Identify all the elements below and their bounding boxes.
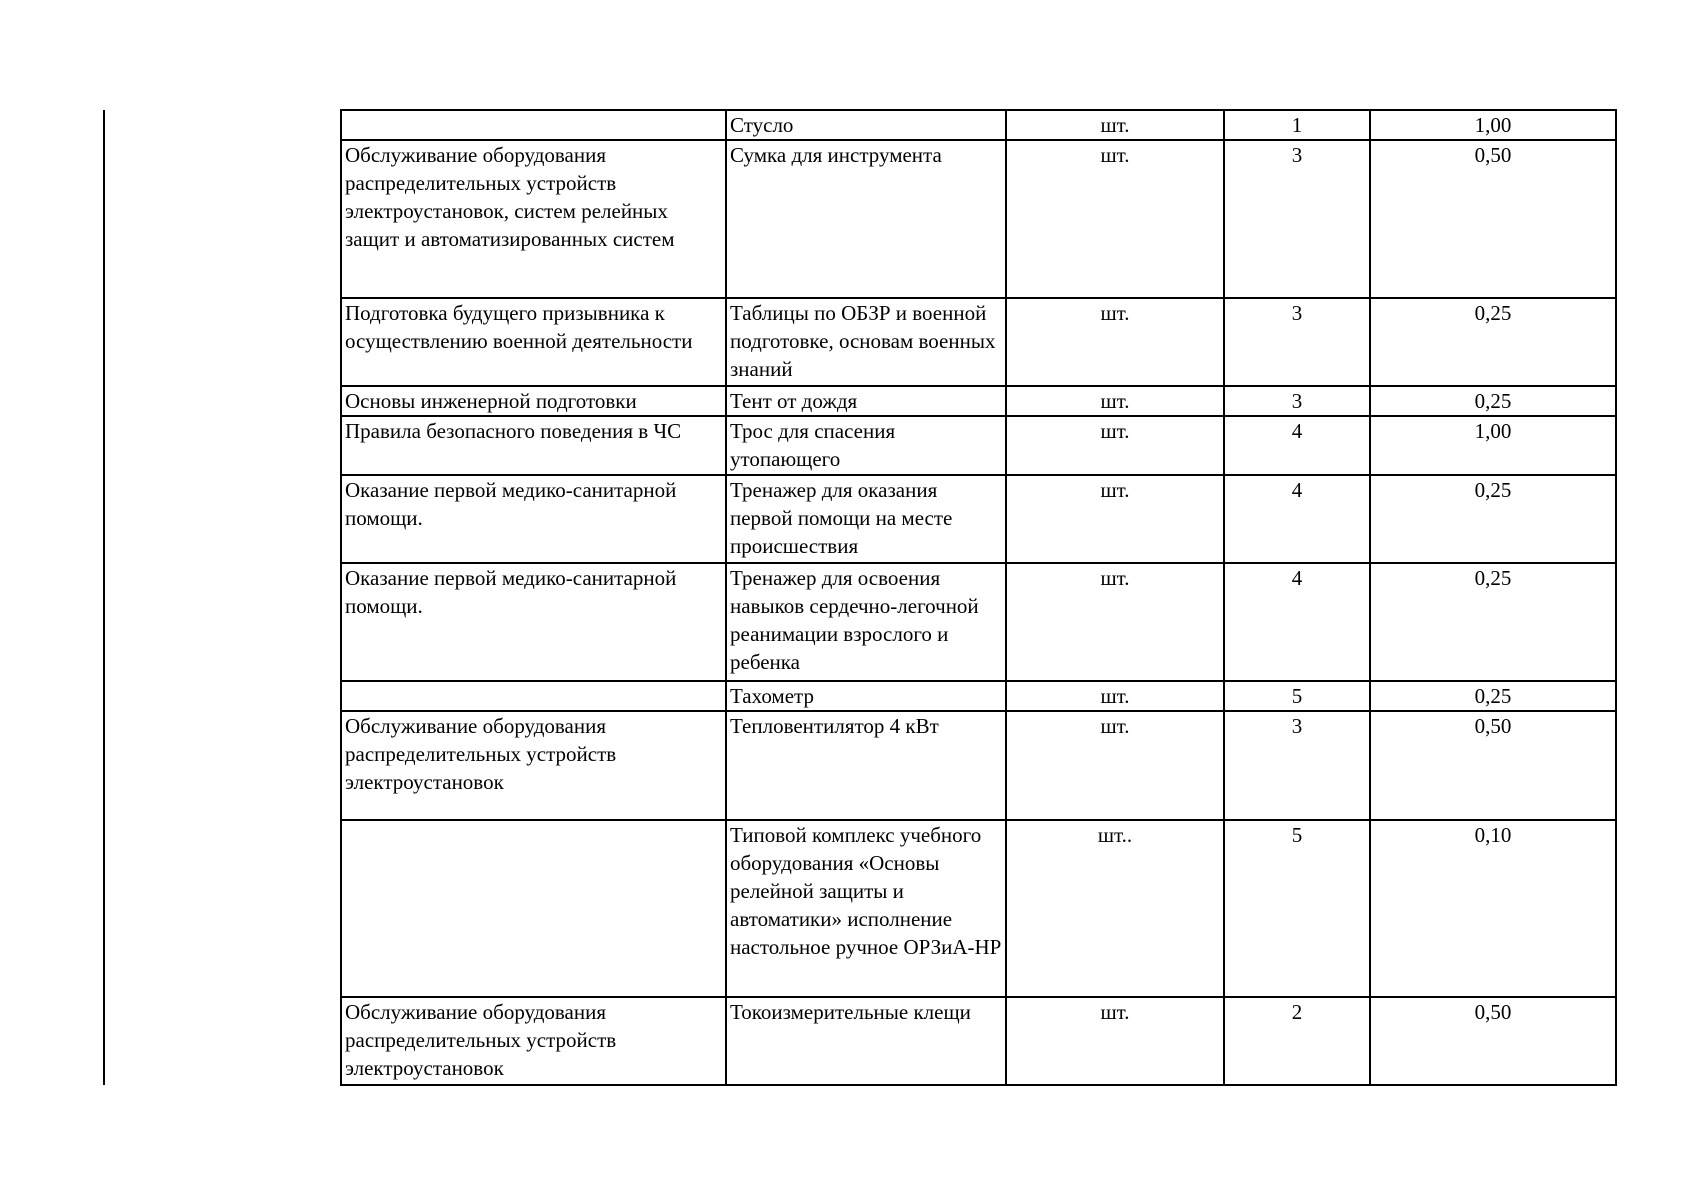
norm-cell: 0,50: [1370, 711, 1616, 820]
norm-cell: 0,25: [1370, 681, 1616, 711]
norm-cell: 0,25: [1370, 475, 1616, 563]
table-row: [341, 110, 1616, 140]
qty-cell: 5: [1224, 681, 1370, 711]
item-cell: Тренажер для освоения навыков сердечно-легочной реанимации взрослого и ребенка: [726, 563, 1006, 681]
table-row: [341, 140, 1616, 298]
unit-cell: шт.: [1006, 110, 1224, 140]
qty-cell: 3: [1224, 386, 1370, 416]
area-cell: [341, 820, 726, 997]
norm-cell: 1,00: [1370, 110, 1616, 140]
qty-cell: 3: [1224, 711, 1370, 820]
table-row: [341, 475, 1616, 563]
table-row: [341, 997, 1616, 1085]
table-row: [341, 820, 1616, 997]
item-cell: Тент от дождя: [726, 386, 1006, 416]
table-row: [341, 416, 1616, 475]
area-cell: [341, 110, 726, 140]
area-cell: Обслуживание оборудования распределительных устройств электроустановок, систем релейных защит и автоматизированных систем: [341, 140, 726, 298]
item-cell: Сумка для инструмента: [726, 140, 1006, 298]
norm-cell: 0,25: [1370, 298, 1616, 386]
area-cell: Обслуживание оборудования распределительных устройств электроустановок: [341, 997, 726, 1085]
qty-cell: 4: [1224, 416, 1370, 475]
qty-cell: 4: [1224, 563, 1370, 681]
area-cell: Оказание первой медико-санитарной помощи.: [341, 475, 726, 563]
unit-cell: шт.: [1006, 711, 1224, 820]
norm-cell: 0,25: [1370, 386, 1616, 416]
margin-line: [103, 110, 105, 1085]
area-cell: Обслуживание оборудования распределительных устройств электроустановок: [341, 711, 726, 820]
norm-cell: 0,10: [1370, 820, 1616, 997]
item-cell: Токоизмерительные клещи: [726, 997, 1006, 1085]
table-row: [341, 563, 1616, 681]
qty-cell: 2: [1224, 997, 1370, 1085]
unit-cell: шт..: [1006, 820, 1224, 997]
qty-cell: 1: [1224, 110, 1370, 140]
norm-cell: 1,00: [1370, 416, 1616, 475]
table-row: [341, 711, 1616, 820]
item-cell: Таблицы по ОБЗР и военной подготовке, основам военных знаний: [726, 298, 1006, 386]
area-cell: Подготовка будущего призывника к осуществлению военной деятельности: [341, 298, 726, 386]
unit-cell: шт.: [1006, 416, 1224, 475]
item-cell: Тахометр: [726, 681, 1006, 711]
item-cell: Типовой комплекс учебного оборудования «Основы релейной защиты и автоматики» исполнение настольное ручное ОРЗиА-НР: [726, 820, 1006, 997]
unit-cell: шт.: [1006, 298, 1224, 386]
norm-cell: 0,50: [1370, 997, 1616, 1085]
qty-cell: 3: [1224, 140, 1370, 298]
area-cell: Оказание первой медико-санитарной помощи.: [341, 563, 726, 681]
norm-cell: 0,50: [1370, 140, 1616, 298]
unit-cell: шт.: [1006, 997, 1224, 1085]
item-cell: Трос для спасения утопающего: [726, 416, 1006, 475]
unit-cell: шт.: [1006, 563, 1224, 681]
unit-cell: шт.: [1006, 386, 1224, 416]
table-row: [341, 386, 1616, 416]
equipment-table: [340, 109, 1617, 1086]
unit-cell: шт.: [1006, 475, 1224, 563]
item-cell: Тепловентилятор 4 кВт: [726, 711, 1006, 820]
item-cell: Тренажер для оказания первой помощи на месте происшествия: [726, 475, 1006, 563]
table-row: [341, 298, 1616, 386]
norm-cell: 0,25: [1370, 563, 1616, 681]
qty-cell: 5: [1224, 820, 1370, 997]
qty-cell: 3: [1224, 298, 1370, 386]
item-cell: Стусло: [726, 110, 1006, 140]
area-cell: Основы инженерной подготовки: [341, 386, 726, 416]
unit-cell: шт.: [1006, 681, 1224, 711]
unit-cell: шт.: [1006, 140, 1224, 298]
qty-cell: 4: [1224, 475, 1370, 563]
area-cell: [341, 681, 726, 711]
table-row: [341, 681, 1616, 711]
area-cell: Правила безопасного поведения в ЧС: [341, 416, 726, 475]
